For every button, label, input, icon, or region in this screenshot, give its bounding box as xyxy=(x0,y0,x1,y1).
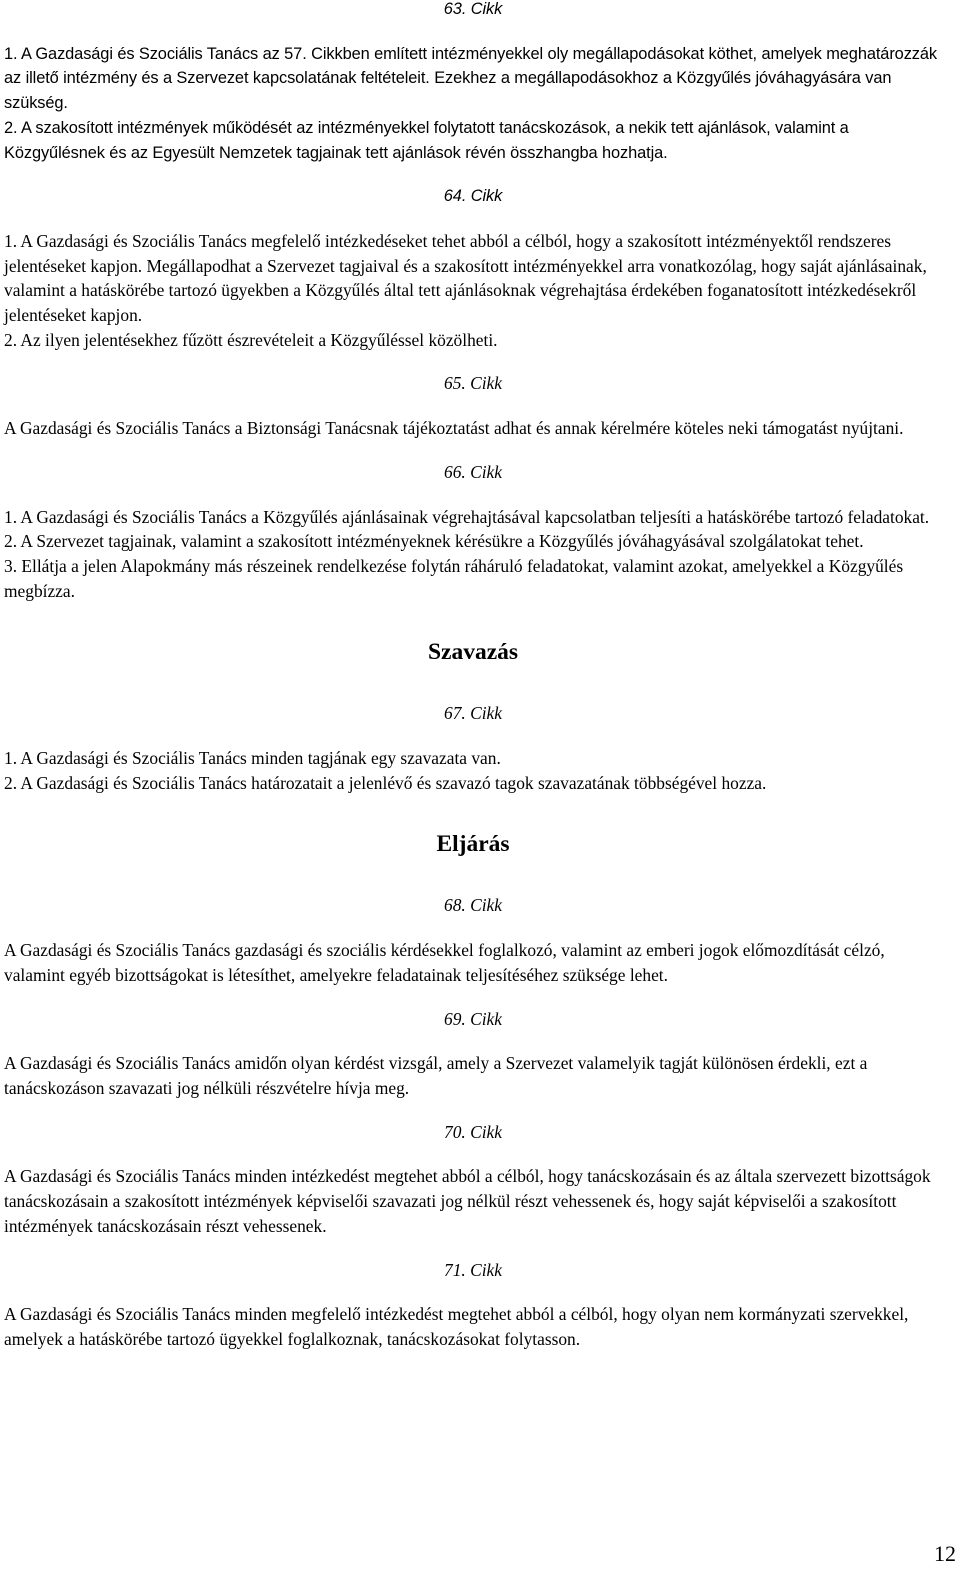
article-67-title: 67. Cikk xyxy=(444,703,502,724)
document-page xyxy=(4,0,942,1352)
article-67-paragraph-1: 1. A Gazdasági és Szociális Tanács minden tagjának egy szavazata van. xyxy=(4,748,501,769)
article-66-title: 66. Cikk xyxy=(444,461,502,482)
article-64-title: 64. Cikk xyxy=(443,187,503,206)
article-65-title: 65. Cikk xyxy=(444,373,502,394)
article-69-paragraph-1: A Gazdasági és Szociális Tanács amidőn olyan kérdést vizsgál, amely a Szervezet valamelyik tagját különösen érdekli, ezt a tanácskozáson szavazati jog nélküli részvételre hívja meg. xyxy=(4,1053,868,1098)
article-68-title: 68. Cikk xyxy=(444,895,502,916)
page-number: 12 xyxy=(934,1541,956,1566)
article-67-paragraph-2: 2. A Gazdasági és Szociális Tanács határozatait a jelenlévő és szavazó tagok szavazatának többségével hozza. xyxy=(4,772,767,793)
article-65-paragraph-1: A Gazdasági és Szociális Tanács a Biztonsági Tanácsnak tájékoztatást adhat és annak kérelmére köteles neki támogatást nyújtani. xyxy=(4,418,904,439)
section-heading-procedure: Eljárás xyxy=(436,831,510,858)
article-71-title: 71. Cikk xyxy=(444,1259,502,1280)
article-66-paragraph-1: 1. A Gazdasági és Szociális Tanács a Közgyűlés ajánlásainak végrehajtásával kapcsolatban teljesíti a hatáskörébe tartozó feladatokat. xyxy=(4,506,930,527)
article-71-paragraph-1: A Gazdasági és Szociális Tanács minden megfelelő intézkedést megtehet abból a célból, hogy olyan nem kormányzati szervekkel, amelyek a hatáskörébe tartozó ügyekkel foglalkoznak, tanácskozásokat folytasson. xyxy=(4,1304,909,1349)
article-63-paragraph-2: 2. A szakosított intézmények működését az intézményekkel folytatott tanácskozások, a nekik tett ajánlások, valamint a Közgyűlésnek és az Egyesült Nemzetek tagjainak tett ajánlások révén összhangba hozhatja. xyxy=(4,118,849,162)
article-64-paragraph-1: 1. A Gazdasági és Szociális Tanács megfelelő intézkedéseket tehet abból a célból, hogy a szakosított intézményektől rendszeres jelentéseket kapjon. Megállapodhat a Szervezet tagjaival és a szakosított intézményekkel arra vonatkozólag, hogy saját ajánlásainak, valamint a hatáskörébe tartozó ügyekben a Közgyűlés által tett ajánlásoknak végrehajtása érdekében foganatosított intézkedésekről jelentéseket kapjon. xyxy=(4,230,927,326)
article-63-paragraph-1: 1. A Gazdasági és Szociális Tanács az 57. Cikkben említett intézményekkel oly megállapodásokat köthet, amelyek meghatározzák az illető intézmény és a Szervezet kapcsolatának feltételeit. Ezekhez a megállapodásokhoz a Közgyűlés jóváhagyására van szükség. xyxy=(4,44,937,113)
article-68-paragraph-1: A Gazdasági és Szociális Tanács gazdasági és szociális kérdésekkel foglalkozó, valamint az emberi jogok előmozdítását célzó, valamint egyéb bizottságokat is létesíthet, amelyekre feladatainak teljesítéséhez szüksége lehet. xyxy=(4,940,885,985)
article-64-paragraph-2: 2. Az ilyen jelentésekhez fűzött észrevételeit a Közgyűléssel közölheti. xyxy=(4,329,498,350)
section-heading-voting: Szavazás xyxy=(427,639,519,666)
article-66-paragraph-3: 3. Ellátja a jelen Alapokmány más részeinek rendelkezése folytán ráháruló feladatokat, valamint azokat, amelyekkel a Közgyűlés megbízza. xyxy=(4,555,904,601)
article-70-paragraph-1: A Gazdasági és Szociális Tanács minden intézkedést megtehet abból a célból, hogy tanácskozásain és az általa szervezett bizottságok tanácskozásain a szakosított intézmények képviselői szavazati jog nélkül részt vehessenek és, hogy saját képviselői a szakosított intézmények tanácskozásain részt vehessenek. xyxy=(4,1166,931,1236)
article-70-title: 70. Cikk xyxy=(444,1121,502,1142)
article-69-title: 69. Cikk xyxy=(444,1008,502,1029)
article-66-paragraph-2: 2. A Szervezet tagjainak, valamint a szakosított intézményeknek kérésükre a Közgyűlés jóváhagyásával szolgálatokat tehet. xyxy=(4,531,864,552)
article-63-title: 63. Cikk xyxy=(443,0,503,18)
